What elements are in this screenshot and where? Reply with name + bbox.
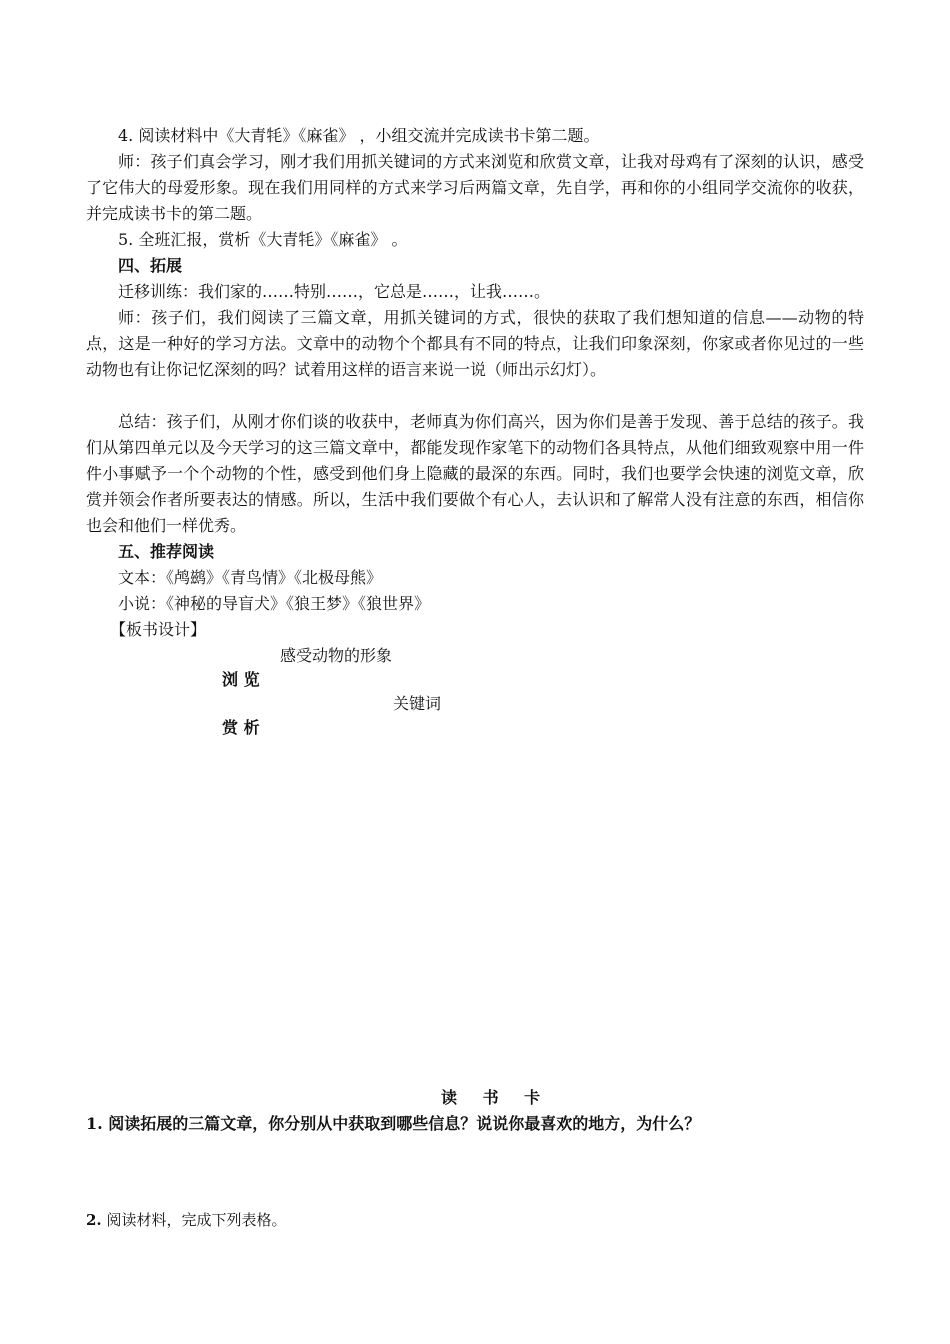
question-1-text: . 阅读拓展的三篇文章，你分别从中获取到哪些信息？说说你最喜欢的地方，为什么？ bbox=[97, 1114, 701, 1133]
reading-card-title: 读 书 卡 bbox=[441, 1088, 551, 1107]
board-keyword: 关键词 bbox=[393, 694, 442, 713]
teacher-paragraph-2: 师：孩子们，我们阅读了三篇文章，用抓关键词的方式，很快的获取了我们想知道的信息——动物的特点，这是一种好的学习方法。文章中的动物个个都具有不同的特点，让我们印象深刻，你家或者你见过的一些动物也有让你记忆深刻的吗？试着用这样的语言来说一说（师出示幻灯）。 bbox=[86, 308, 864, 379]
transfer-training-text: 迁移训练：我们家的……特别……，它总是……，让我……。 bbox=[118, 282, 551, 301]
recommended-novels: 小说：《神秘的导盲犬》《狼王梦》《狼世界》 bbox=[118, 594, 431, 613]
section-4-heading: 四、拓展 bbox=[118, 256, 183, 275]
board-design-heading: 【板书设计】 bbox=[110, 620, 207, 639]
board-browse: 浏 览 bbox=[222, 670, 260, 689]
section-5-heading: 五、推荐阅读 bbox=[118, 542, 215, 561]
question-2-text: 阅读材料，完成下列表格。 bbox=[106, 1211, 287, 1229]
step-5-text: 5. 全班汇报，赏析《大青牦》《麻雀》 。 bbox=[118, 230, 408, 249]
recommended-texts: 文本：《鸬鹚》《青鸟情》《北极母熊》 bbox=[118, 568, 383, 587]
step-4-text: 4. 阅读材料中《大青牦》《麻雀》 ，小组交流并完成读书卡第二题。 bbox=[118, 126, 600, 145]
question-2 bbox=[86, 1207, 286, 1233]
board-title: 感受动物的形象 bbox=[280, 646, 393, 665]
question-2-number: 2. bbox=[86, 1211, 102, 1229]
teacher-paragraph-1: 师：孩子们真会学习，刚才我们用抓关键词的方式来浏览和欣赏文章，让我对母鸡有了深刻的认识，感受了它伟大的母爱形象。现在我们用同样的方式来学习后两篇文章，先自学，再和你的小组同学交流你的收获，并完成读书卡的第二题。 bbox=[86, 152, 864, 223]
summary-paragraph: 总结：孩子们，从刚才你们谈的收获中，老师真为你们高兴，因为你们是善于发现、善于总结的孩子。我们从第四单元以及今天学习的这三篇文章中，都能发现作家笔下的动物们各具特点，从他们细致观察中用一件件小事赋予一个个动物的个性，感受到他们身上隐藏的最深的东西。同时，我们也要学会快速的浏览文章，欣赏并领会作者所要表达的情感。所以，生活中我们要做个有心人，去认识和了解常人没有注意的东西，相信你也会和他们一样优秀。 bbox=[86, 412, 864, 535]
question-1-number: 1 bbox=[86, 1114, 98, 1133]
board-appreciate: 赏 析 bbox=[222, 718, 260, 737]
question-1 bbox=[86, 1111, 700, 1137]
